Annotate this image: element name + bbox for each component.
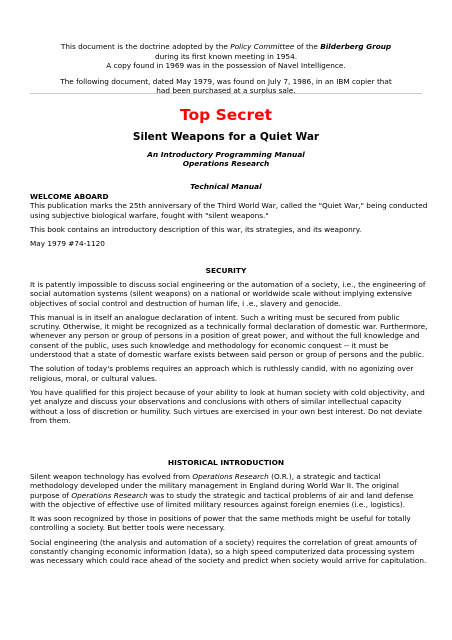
- intro-line1-mid: of the: [294, 42, 321, 51]
- security-paragraph-2: This manual is in itself an analogue declaration of intent. Such a writing must be secured from public scrutiny. Otherwise, it might be recognized as a technically formal declaration of domestic war. Furthermore, whenever any person or group of persons in a position of great power, and without the full knowledge and consent of the public, uses such knowledge and methodology for economic conquest -- it must be understood that a state of domestic warfare exists between said person or group of persons and the public.: [30, 312, 428, 360]
- welcome-paragraph-2: This book contains an introductory description of this war, its strategies, and its weaponry.: [30, 224, 362, 234]
- security-section: [30, 280, 428, 430]
- manual-description: [0, 150, 452, 169]
- history-paragraph-2: It was soon recognized by those in positions of power that the same methods might be useful for totally controlling a society. But better tools were necessary.: [30, 514, 411, 533]
- history-paragraph-3: Social engineering (the analysis and automation of a society) requires the correlation of great amounts of constantly changing economic information (data), so a high speed computerized data processing system was necessary which could race ahead of the society and predict when society would arrive for capitulation.: [30, 537, 427, 566]
- manual-line-2: Operations Research: [182, 159, 270, 169]
- history-heading: HISTORICAL INTRODUCTION: [167, 458, 285, 467]
- intro-para2-line1: The following document, dated May 1979, was found on July 7, 1986, in an IBM copier that: [60, 76, 392, 86]
- security-heading: SECURITY: [205, 266, 247, 275]
- welcome-heading: WELCOME ABOARD: [30, 192, 109, 201]
- history-p1-b: (O.R.), a strategic and tactical methodology developed under the military management in England during World War II. The original purpose of: [30, 472, 399, 500]
- history-section: [30, 472, 428, 571]
- security-paragraph-4: You have qualified for this project because of your ability to look at human society with cold objectivity, and yet analyze and discuss your observations and conclusions with others of similar intellectual capacity without a loss of discretion or humility. Such virtues are exercised in your own best interest. Do not deviate from them.: [30, 387, 425, 425]
- technical-manual-label: Technical Manual: [190, 182, 262, 191]
- intro-line2: during its first known meeting in 1954.: [154, 51, 298, 61]
- intro-paragraph-1: [30, 42, 422, 71]
- intro-para2-line2: had been purchased at a surplus sale.: [156, 86, 296, 95]
- security-paragraph-3: The solution of today's problems requires an approach which is ruthlessly candid, with no agonizing over religious, moral, or cultural values.: [30, 364, 414, 383]
- intro-bilderberg-group: Bilderberg Group: [320, 42, 392, 51]
- intro-line3: A copy found in 1969 was in the possession of Navel Intelligence.: [106, 61, 346, 70]
- intro-policy-committee: Policy Committee: [230, 42, 295, 51]
- welcome-paragraph-3: May 1979 #74-1120: [30, 239, 105, 249]
- history-paragraph-1: [30, 472, 428, 509]
- welcome-section: [30, 192, 428, 253]
- welcome-paragraph-1: This publication marks the 25th anniversary of the Third World War, called the "Quiet War," being conducted using subjective biological warfare, fought with "silent weapons.": [30, 201, 428, 220]
- intro-divider: [30, 93, 422, 94]
- history-p1-operations-research: Operations Research: [192, 472, 269, 481]
- intro-line1-prefix: This document is the doctrine adopted by the: [60, 42, 231, 51]
- document-title: Top Secret: [179, 106, 273, 124]
- manual-line-1: An Introductory Programming Manual: [147, 150, 305, 159]
- history-p1-a: Silent weapon technology has evolved from: [30, 472, 193, 481]
- history-p1-c: was to study the strategic and tactical problems of air and land defense with the objective of effective use of limited military resources against foreign enemies (i.e., logistics).: [30, 490, 414, 509]
- document-subtitle: Silent Weapons for a Quiet War: [132, 131, 320, 143]
- security-paragraph-1: It is patently impossible to discuss social engineering or the automation of a society, i.e., the engineering of social automation systems (silent weapons) on a national or worldwide scale without implying extensive objectives of social control and destruction of human life, i .e., slavery and genocide.: [30, 280, 426, 308]
- history-p1-operations-research-2: Operations Research: [71, 490, 148, 500]
